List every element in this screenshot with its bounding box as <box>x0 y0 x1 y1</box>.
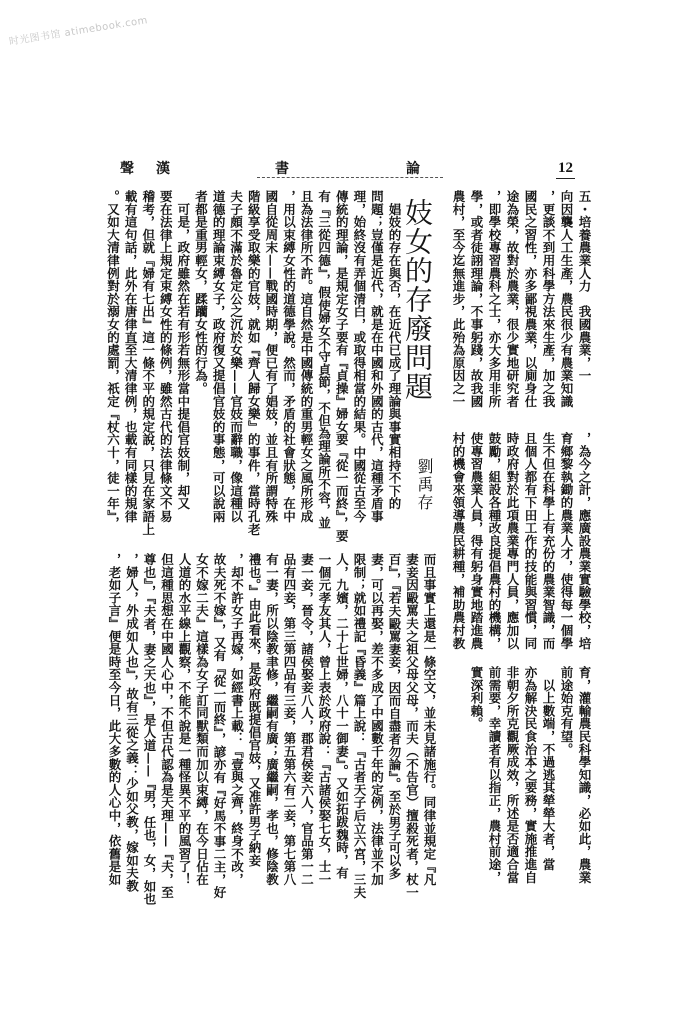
text-column: 問題；豈僅是近代，就是在中國和外國的古代，這種矛盾事 <box>369 190 385 523</box>
text-column: 亦為解決民食治本之要務，實施推進自 <box>523 666 538 884</box>
text-column: 五・培養農業人力 我國農業，一 <box>577 190 592 382</box>
header-magazine-left: 聲 <box>120 161 134 177</box>
text-column: 妻一妾，晉令，諸侯娶妾八人，郡君侯妾六人，官品第一二 <box>299 553 315 886</box>
text-column: 人，九嬪，二十七世婦，八十一御妻』。又如拓跋魏時，有 <box>334 553 350 880</box>
text-column: 限制；就如禮記『昏義』篇上說：『古者天子后立六宮，三夫 <box>352 553 367 899</box>
farm-article-tier2 <box>449 432 593 658</box>
page-number: 12 <box>556 160 575 179</box>
text-column: 生不但在科學上有充份的農業智識，而 <box>541 432 556 650</box>
text-column: 村的機會來領導農民耕種，補助農村教 <box>451 432 466 650</box>
text-column: 品有四妾，第三第四品有三妾，第五第六有二妾，第七第八 <box>282 553 297 886</box>
text-column: 學，或者徒詡理論，不事躬踐，故我國 <box>469 190 484 408</box>
header-section-left: 書 <box>275 161 289 177</box>
text-column: 途為榮，故對於農業，很少實地研究者 <box>505 190 520 408</box>
text-column: 以上數端，不過逃其犖犖大者，當 <box>541 666 556 871</box>
farm-article-tier3 <box>467 666 593 892</box>
text-column: 要在法律上規定束縛女性的條例，雖然古代的法律條文不易 <box>158 190 174 523</box>
text-column: 育鄉黎執鋤的農業人才，使得每一個學 <box>559 432 574 650</box>
text-column: 娼妓的存在與否，在近代已成了理論與事實相持不下的 <box>387 190 402 510</box>
text-column: ，即學校專習農科之士，亦大多用非所 <box>487 190 502 408</box>
text-column: 階級享受取樂的官妓，就如『齊人歸女樂』的事件，當時孔老 <box>246 190 262 536</box>
text-column: 故夫死不嫁』，又有『從一而終』，諺亦有『好馬不事二主，好 <box>212 553 227 899</box>
text-column: ，却不許女子再嫁，如經書上載：『壹與之齊，終身不改， <box>229 553 245 886</box>
farm-article-tier1 <box>449 190 593 416</box>
article-author: 劉禹存 <box>415 458 434 512</box>
text-column: ，婦人，外成如人也』，故有三從之義：少如父教，嫁如夫教 <box>124 553 140 893</box>
text-column: ，更談不到用科學方法來生產，加之我 <box>541 190 556 408</box>
text-column: 農村，至今迄無進步，此殆為原因之一 <box>451 190 466 408</box>
text-column: 前需要，幸讀者有以指正，農村前途， <box>487 666 502 884</box>
text-column: 妻，可以再娶，差不多成了中國數千年的定例，法律並不加 <box>369 553 385 886</box>
text-column: 有一妻，所以陰教聿修，繼嗣有廣；廣繼嗣，孝也，修陰教 <box>264 553 280 886</box>
text-column: 有『三從四德』，假使婦女不守貞節，不但為理論所不容，並 <box>316 190 332 530</box>
text-column: 理，始終沒有弄個清白，或取得相當的結果。中國從古至今 <box>351 190 367 523</box>
text-column: 妻妾因毆罵夫之祖父母父母，而夫（不告官）擅殺死者，杖一 <box>404 553 420 899</box>
text-column: 且為法律所不許。這自然是中國傳統的重男輕女之風所形成 <box>299 190 315 523</box>
text-column: 國民之習性，亦多鄙視農業，以廁身仕 <box>523 190 538 408</box>
text-column: 非朝夕所克觀厥成效，所述是否適合當 <box>505 666 520 884</box>
text-column: 使專習農業人員，得有躬身實地踏進農 <box>469 432 484 650</box>
prostitution-article-tier1 <box>104 190 403 543</box>
watermark: 时光图书馆 atimebook.com <box>8 15 149 48</box>
text-column: 尊也』，『夫者，妻之天也』，是人道——『男，任也，女，如也 <box>142 553 157 906</box>
header-section-right: 論 <box>406 161 420 177</box>
text-column: 道德的理論束縛女子，政府復又提倡官妓的事態，可以說兩 <box>211 190 227 523</box>
text-column: 。又如大清律例對於溺女的處罰，祇定『杖六十，徒一年』， <box>105 190 121 530</box>
text-column: ，用以束縛女性的道德學說。然而，矛盾的社會狀態，在中 <box>281 190 297 523</box>
text-column: ，為今之計，應廣設農業實驗學校，培 <box>577 432 592 650</box>
header-magazine-right: 漢 <box>156 161 170 177</box>
text-column: 實深利賴。 <box>469 666 484 730</box>
text-column: 人道的水平線上觀察，不能不說是一種怪異不平的風習了！ <box>177 553 192 886</box>
text-column: 而且事實上還是一條空文，並未見諸施行。同律並規定『凡 <box>422 553 437 886</box>
text-column: 夫子頗不滿於魯定公之沉於女樂——官妓而辭職，像這種以 <box>228 190 244 523</box>
text-column: 國自從周末——戰國時期，便已有了娼妓，並且有所謂特殊 <box>263 190 279 523</box>
text-column: 可是，政府雖然在若有形若無形當中提倡官妓制，却又 <box>175 190 191 510</box>
text-column: 稽考，但就『婦有七出』這一條不平的規定說，只見在家語上 <box>140 190 156 536</box>
text-column: 向因襲人工生產，農民很少有農業知識 <box>559 190 574 408</box>
text-column: 鼓勵，組設各種改良提倡農村的機構， <box>487 432 502 650</box>
text-column: 傳統的理論，是規定女子要有『貞操』婦女要『從一而終』，要 <box>334 190 350 543</box>
text-column: 女不嫁二夫』這樣為女子訂同獸類而加以束縛，在今日佔在 <box>194 553 210 886</box>
text-column: 百』，『若夫毆罵妻妾，因而自盡者勿論』。至於男子可以多 <box>387 553 402 880</box>
header-divider <box>257 177 443 178</box>
article-title: 妓女的存廢問題 <box>401 198 434 401</box>
text-column: 前途始克有望。 <box>559 666 574 756</box>
text-column: 禮也。』由此看來，是政府既提倡官妓，又准許男子納妾 <box>247 553 262 867</box>
text-column: 一個元孝友其人，曾上表於政府說：『古諸侯娶七女，士一 <box>317 553 332 886</box>
text-column: 但這種思想在中國人心中，不但古代認為是天理——『夫，至 <box>159 553 175 899</box>
text-column: ，老如子言』便是時至今日，此大多數的人心中，依舊是如 <box>107 553 122 886</box>
text-column: 者都是重男輕女，蹂躪女性的行為。 <box>193 190 209 395</box>
text-column: 且個人都有下田工作的技能與習慣，同 <box>523 432 538 650</box>
text-column: 時政府對於此項農業專門人員，應加以 <box>505 432 520 650</box>
prostitution-article-tier2 <box>106 553 439 906</box>
text-column: 載有這句話，此外在唐律直至大清律例，也載有同樣的規律 <box>123 190 139 523</box>
text-column: 育，灌輸農民科學知識，必如此，農業 <box>577 666 592 884</box>
